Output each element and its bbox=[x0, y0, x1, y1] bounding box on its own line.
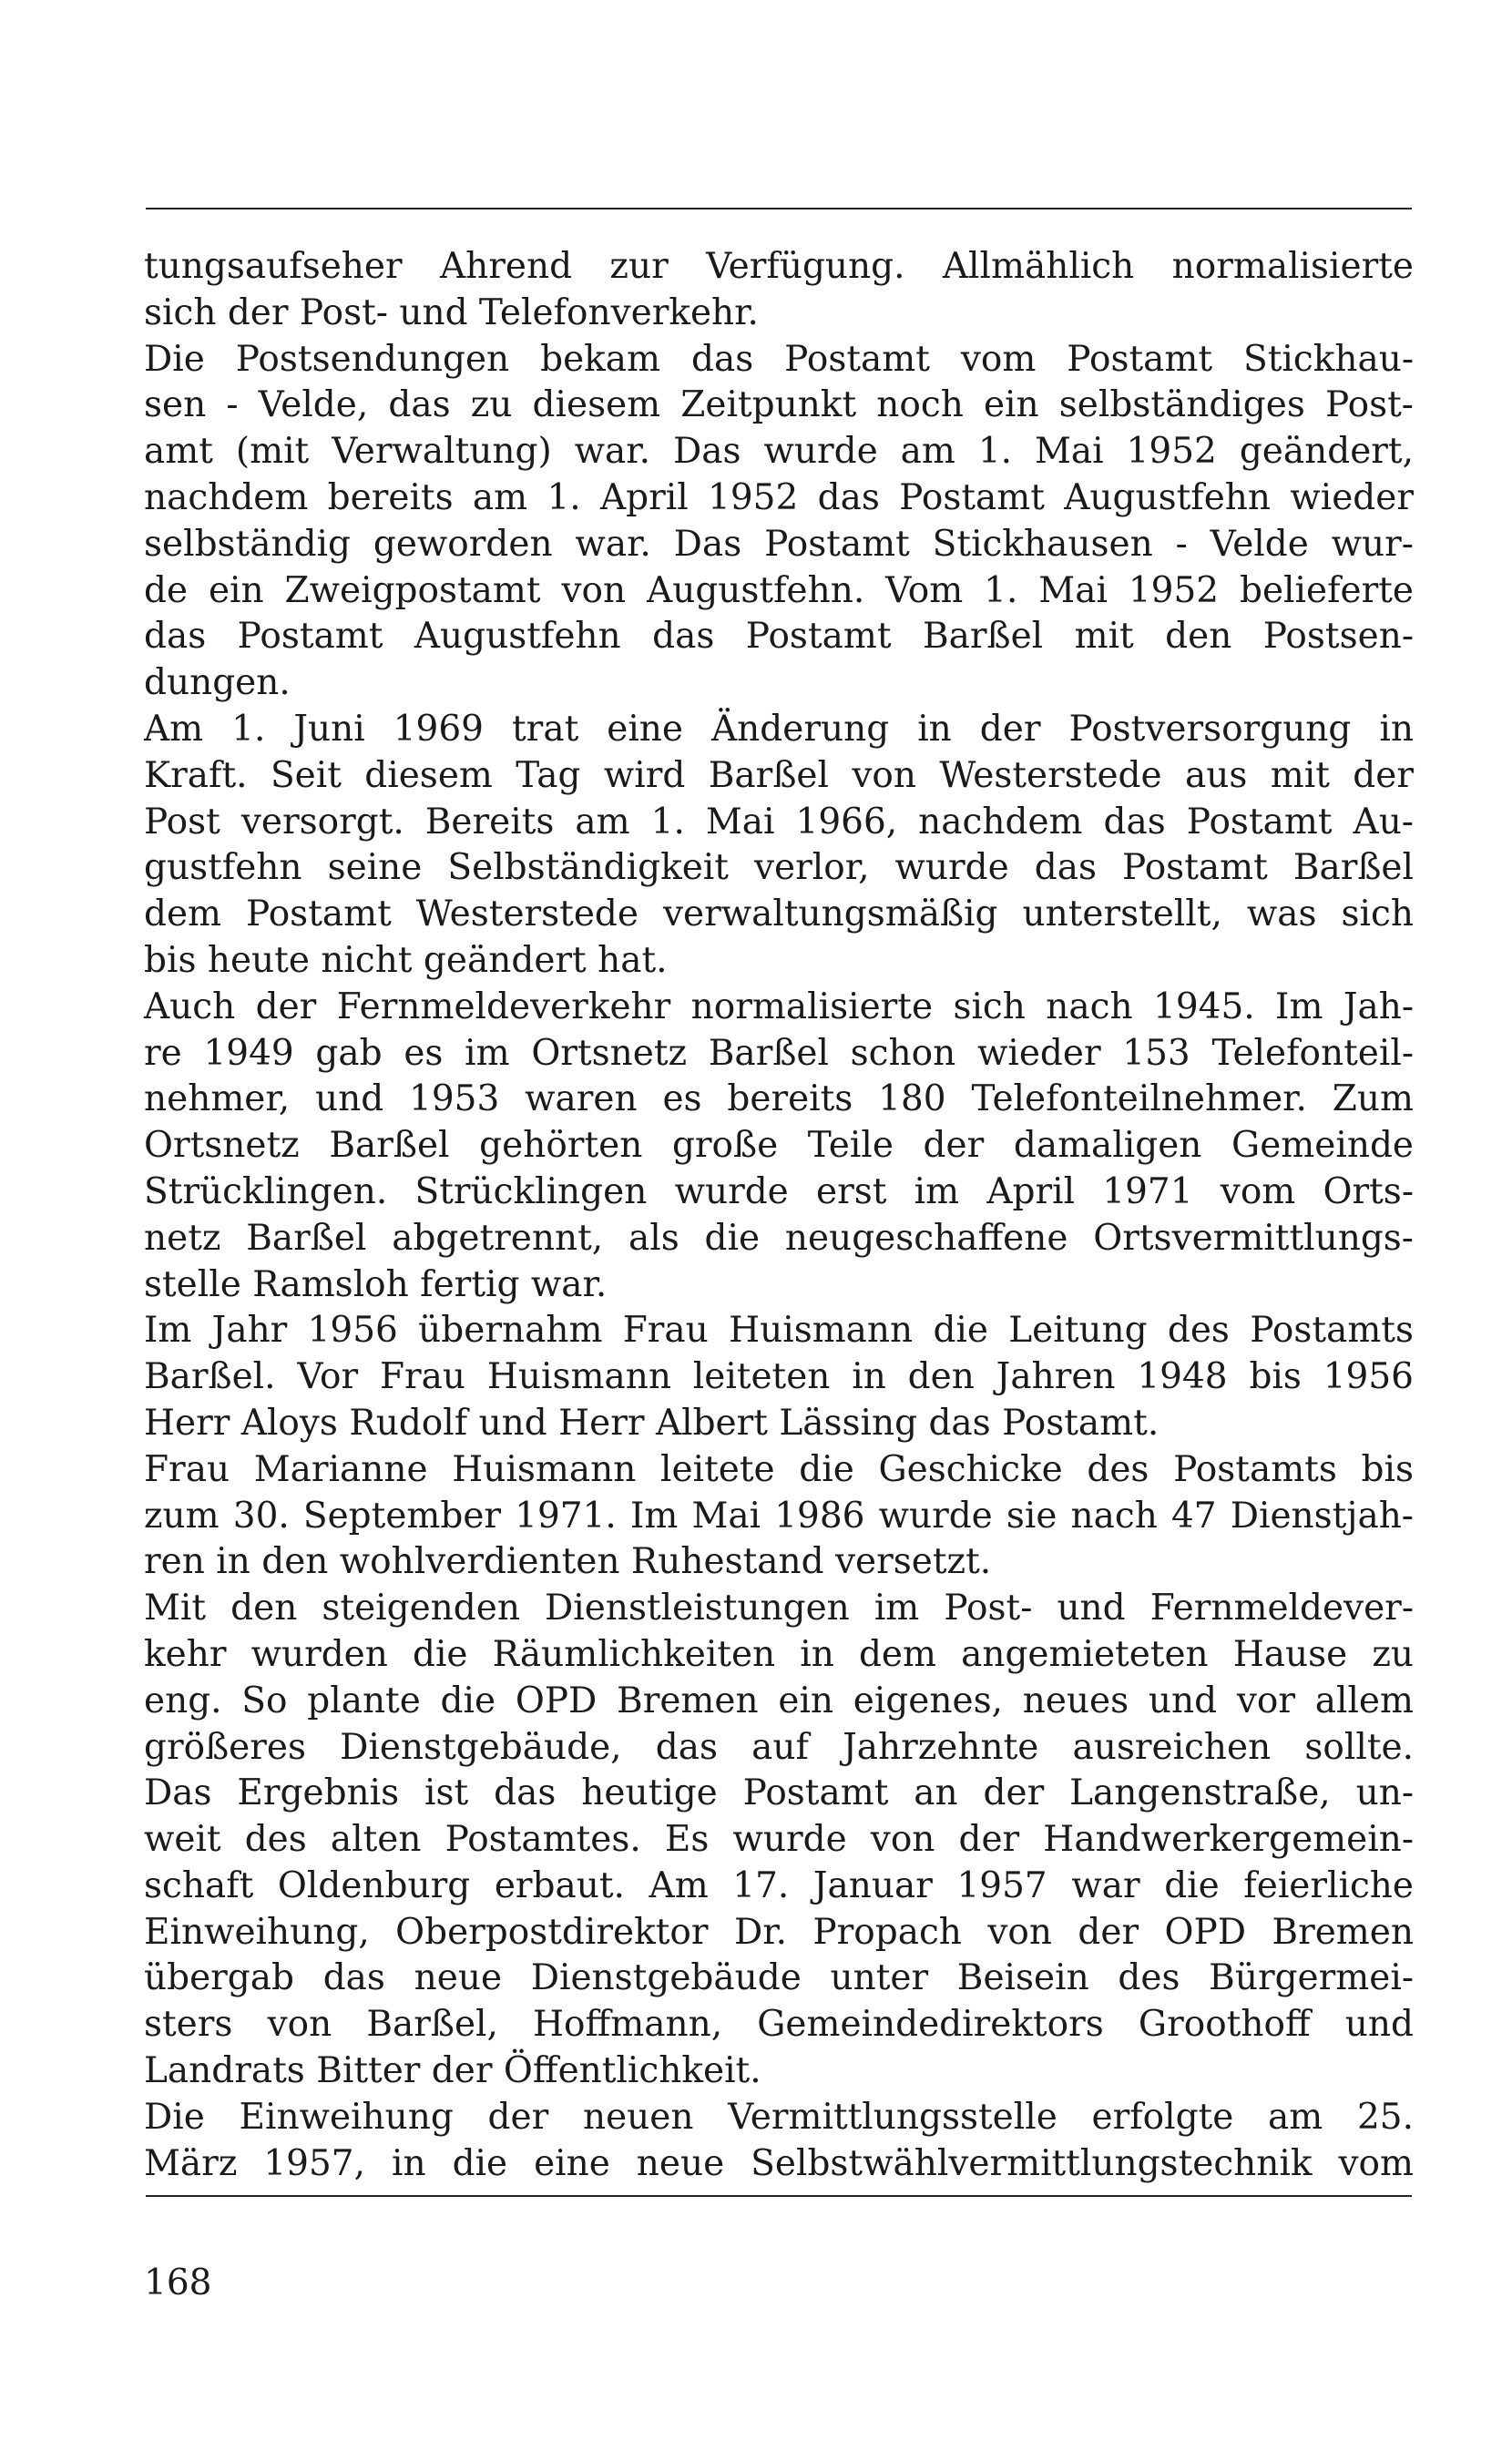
text-line: sen - Velde, das zu diesem Zeitpunkt noch ein selbständiges Post- bbox=[144, 384, 1414, 426]
text-line: Kraft. Seit diesem Tag wird Barßel von Westerstede aus mit der bbox=[144, 754, 1414, 796]
text-line: Strücklingen. Strücklingen wurde erst im April 1971 vom Orts- bbox=[144, 1170, 1414, 1212]
text-line: kehr wurden die Räumlichkeiten in dem angemieteten Hause zu bbox=[144, 1633, 1414, 1675]
text-line: März 1957, in die eine neue Selbstwählvermittlungstechnik vom bbox=[144, 2142, 1414, 2184]
text-line: ren in den wohlverdienten Ruhestand versetzt. bbox=[144, 1541, 992, 1583]
footer-rule bbox=[146, 2195, 1412, 2197]
paragraph-first-line: Im Jahr 1956 übernahm Frau Huismann die Leitung des Postamts bbox=[144, 1310, 1414, 1352]
paragraph-first-line: Auch der Fernmeldeverkehr normalisierte sich nach 1945. Im Jah- bbox=[144, 986, 1414, 1027]
header-rule bbox=[146, 208, 1412, 209]
text-line: re 1949 gab es im Ortsnetz Barßel schon wieder 153 Telefonteil- bbox=[144, 1032, 1414, 1074]
page-number: 168 bbox=[144, 2262, 212, 2303]
text-line: Landrats Bitter der Öffentlichkeit. bbox=[144, 2050, 761, 2092]
text-line: schaft Oldenburg erbaut. Am 17. Januar 1957 war die feierliche bbox=[144, 1864, 1414, 1906]
paragraph-first-line: Frau Marianne Huismann leitete die Geschicke des Postamts bis bbox=[144, 1448, 1414, 1490]
text-line: dungen. bbox=[144, 662, 291, 704]
paragraph-first-line: tungsaufseher Ahrend zur Verfügung. Allmählich normalisierte bbox=[144, 246, 1414, 287]
text-line: selbständig geworden war. Das Postamt Stickhausen - Velde wur- bbox=[144, 523, 1414, 565]
text-line: stelle Ramsloh fertig war. bbox=[144, 1263, 608, 1305]
text-line: Ortsnetz Barßel gehörten große Teile der damaligen Gemeinde bbox=[144, 1125, 1414, 1167]
text-line: Post versorgt. Bereits am 1. Mai 1966, nachdem das Postamt Au- bbox=[144, 801, 1414, 843]
text-line: nehmer, und 1953 waren es bereits 180 Telefonteilnehmer. Zum bbox=[144, 1078, 1414, 1120]
text-line: gustfehn seine Selbständigkeit verlor, wurde das Postamt Barßel bbox=[144, 847, 1414, 889]
text-line: zum 30. September 1971. Im Mai 1986 wurde sie nach 47 Dienstjah- bbox=[144, 1495, 1414, 1537]
text-line: bis heute nicht geändert hat. bbox=[144, 939, 668, 981]
text-line: sich der Post- und Telefonverkehr. bbox=[144, 291, 759, 333]
paragraph-first-line: Mit den steigenden Dienstleistungen im Post- und Fernmeldever- bbox=[144, 1588, 1414, 1629]
text-line: dem Postamt Westerstede verwaltungsmäßig unterstellt, was sich bbox=[144, 894, 1414, 935]
body-text bbox=[144, 244, 1414, 2187]
text-line: größeres Dienstgebäude, das auf Jahrzehnte ausreichen sollte. bbox=[144, 1726, 1414, 1768]
text-line: netz Barßel abgetrennt, als die neugeschaffene Ortsvermittlungs- bbox=[144, 1217, 1414, 1259]
text-line: amt (mit Verwaltung) war. Das wurde am 1. Mai 1952 geändert, bbox=[144, 431, 1414, 473]
text-line: weit des alten Postamtes. Es wurde von der Handwerkergemein- bbox=[144, 1819, 1414, 1861]
text-line: eng. So plante die OPD Bremen ein eigenes, neues und vor allem bbox=[144, 1680, 1414, 1721]
paragraph-first-line: Die Postsendungen bekam das Postamt vom Postamt Stickhau- bbox=[144, 338, 1414, 380]
text-line: Herr Aloys Rudolf und Herr Albert Lässing das Postamt. bbox=[144, 1402, 1160, 1444]
text-line: Einweihung, Oberpostdirektor Dr. Propach von der OPD Bremen bbox=[144, 1911, 1414, 1953]
paragraph-first-line: Die Einweihung der neuen Vermittlungsstelle erfolgte am 25. bbox=[144, 2096, 1414, 2138]
text-line: sters von Barßel, Hoffmann, Gemeindedirektors Groothoff und bbox=[144, 2004, 1414, 2046]
text-line: Das Ergebnis ist das heutige Postamt an der Langenstraße, un- bbox=[144, 1772, 1414, 1814]
text-line: Barßel. Vor Frau Huismann leiteten in den Jahren 1948 bis 1956 bbox=[144, 1356, 1414, 1398]
paragraph-first-line: Am 1. Juni 1969 trat eine Änderung in der Postversorgung in bbox=[144, 708, 1414, 750]
text-line: übergab das neue Dienstgebäude unter Beisein des Bürgermei- bbox=[144, 1957, 1414, 1999]
text-line: de ein Zweigpostamt von Augustfehn. Vom 1. Mai 1952 belieferte bbox=[144, 569, 1414, 611]
text-line: das Postamt Augustfehn das Postamt Barßel mit den Postsen- bbox=[144, 616, 1414, 658]
text-line: nachdem bereits am 1. April 1952 das Postamt Augustfehn wieder bbox=[144, 476, 1414, 518]
